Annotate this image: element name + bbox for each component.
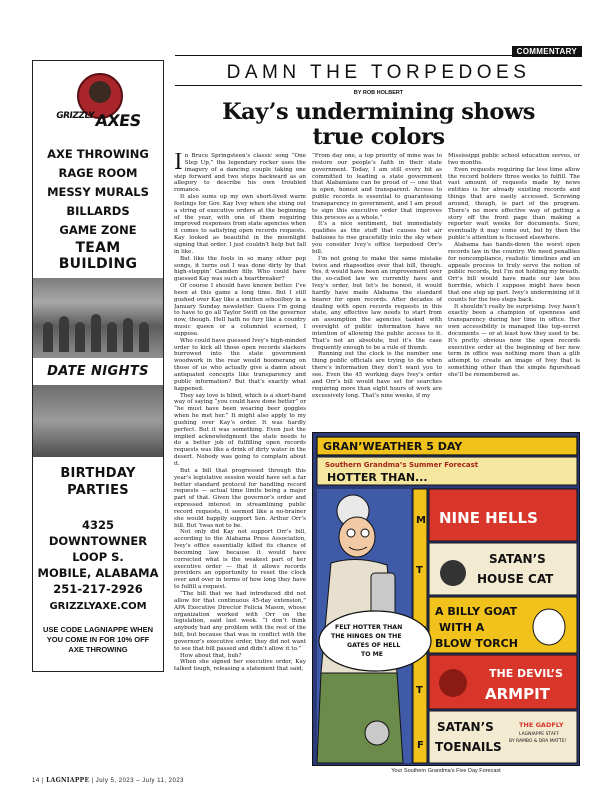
header-rule — [175, 55, 582, 56]
article-paragraph: “The bill that we had introduced did not allow for that continuous 45-day extension,” APA Executive Director Felicia Mason, whose organization worked with Orr on the legislation, said last week. “I don’t think anybody had any problem with the rest of the bill, but because that was in conflict with the governor’s executive order, they did not want to see that bill passed and didn’t allow it to.” — [174, 591, 306, 652]
ad-service: AXE THROWING — [47, 147, 149, 161]
ad-services-list — [33, 145, 163, 272]
ad-address-line3: MOBILE, ALABAMA — [37, 566, 159, 580]
article-paragraph: When she signed her executive order, Kay talked tough, releasing a statement that said, — [174, 659, 306, 673]
article-paragraph: I’m not going to make the same mistake twice and rhapsodize over that bill, though. Yes, it would have been an improvement over the so-called law we currently have and Ivey’s order, but let’s be honest, it would hardly have made Alabama the standard bearer for open records. After decades of dealing with open records requests in this state, any effective law needs to start from an assumption the agencies tasked with oversight of public information have no intention of allowing the public access to it. That’s not an absolute, but it’s the case frequently enough to be a rule of thumb. — [312, 255, 442, 351]
issue-dates: July 5, 2023 – July 11, 2023 — [95, 778, 185, 784]
page-number: 14 — [32, 778, 40, 784]
ad-promo-text: USE CODE LAGNIAPPE WHEN YOU COME IN FOR 10% OFF AXE THROWING — [42, 625, 153, 654]
ad-birthday-line2: PARTIES — [67, 483, 129, 498]
day-label: F — [417, 740, 424, 751]
devil-icon — [439, 669, 467, 697]
headline-line1: Kay’s undermining shows — [222, 99, 535, 125]
kicker-rule — [175, 85, 582, 86]
cartoon-banner-text: GRAN’WEATHER 5 DAY — [323, 440, 463, 453]
column-kicker: DAMN THE TORPEDOES — [226, 62, 531, 83]
ad-phone[interactable]: 251-217-2926 — [53, 582, 143, 596]
ad-group-photo — [33, 278, 163, 358]
forecast-nine-hells: NINE HELLS — [439, 509, 538, 527]
article-column-3 — [448, 153, 580, 425]
cartoon-signature-1: THE GADFLY — [519, 721, 564, 729]
article-paragraph: Not only did Kay not support Orr’s bill, according to the Alabama Press Association, Ivey’s office essentially killed its chance of becoming law because it would have corrected what is the weakest part of her executive order — that it allows records providers an opportunity to reset the clock over and over in terms of how long they have to fulfill a request. — [174, 529, 306, 591]
mug-icon — [365, 721, 389, 745]
grizzly-axes-logo — [33, 61, 163, 139]
ad-service: BILLARDS — [66, 204, 130, 218]
article-paragraph: “From day one, a top priority of mine was to restore our people’s faith in their state government. Today, I am still every bit as committed to leading a state government that Alabamians can be proud of — one that is open, honest and transparent. Access to public records is essential to guaranteeing transparency in government, and I am proud to sign this executive order that improves this process as a whole.” — [312, 153, 442, 221]
article-paragraph: In Bruce Springsteen’s classic song “One Step Up,” the legendary rocker uses the imagery of a dancing couple taking one step forward and two steps backward as an allegory to describe his own troubled romance. — [174, 153, 306, 194]
article-paragraph: Of course I should have known better. I’ve been at this game a long time. But I still gushed over Kay like a smitten schoolboy in a January Sunday newsletter. Guess I’m going to have to go all Taylor Swift on the governor now, though. Hell hath no fury like a country music queen or a columnist scorned, I suppose. — [174, 283, 306, 337]
ad-team-line2: BUILDING — [58, 256, 138, 272]
cartoon-signature-3: BY RAMBO & DRA MATTE! — [509, 739, 567, 744]
speech-line1: FELT HOTTER THAN — [335, 624, 403, 631]
article-paragraph: But like the fools in so many other pop songs, it turns out I was done dirty by that high-steppin’ Camden filly. Who could have guessed Kay was such a heartbreaker? — [174, 255, 306, 283]
ad-url-link[interactable]: GRIZZLYAXE.COM — [49, 601, 147, 612]
article-paragraph: How about that, huh? — [180, 652, 242, 659]
ad-address-line1: 4325 DOWNTOWNER — [48, 518, 148, 548]
advertisement-grizzly-axes[interactable] — [32, 60, 164, 672]
forecast-satans-2: SATAN’S — [437, 720, 494, 734]
forecast-billy-goat: A BILLY GOAT — [435, 605, 518, 618]
logo-wordmark: $^{GRIZZLY}$AXES — [55, 111, 142, 130]
article-column-2 — [312, 153, 442, 425]
article-paragraph: They say love is blind, which is a short-hand way of saying “you could have done better” or “he must have been wearing beer goggles when he met her.” It might also apply to my gushing over Kay’s order. It was hardly perfect. But it was something. Even just the implied acknowledgment the state needs to do a better job of fulfilling open records requests was like a drink of dirty water in the desert. Nobody was going to complain about it. — [174, 392, 306, 467]
goat-icon — [533, 609, 565, 645]
article-paragraph: It also sums up my own short-lived warm feelings for Gov. Kay Ivey when she stung out a string of executive orders at the beginning of the year, with one of them requiring improved responses from state agencies when it comes to satisfying open records requests. Kay looked as beautiful in the moonlight signing that order. I just couldn’t help but fall in like. — [174, 194, 306, 255]
article-paragraph: But a bill that progressed through this year’s legislative session would have set a far better standard protocol for handling record requests — actual time limits being a major part of that. Given the governor’s order and expressed interest in streamlining public record requests, it seemed like a no-brainer she would happily support Sen. Arthur Orr’s bill. But ’twas not to be. — [174, 467, 306, 529]
ad-service: GAME ZONE — [59, 223, 137, 237]
article-paragraph: Who could have guessed Ivey’s high-minded order to kick all those open records slackers burrowed into the state government woodwork in the rear would boomerang on those of us who actually give a damn about antiquated concepts like transparency and public information? But that’s exactly what happened. — [174, 337, 306, 392]
ad-address — [33, 517, 163, 615]
article-column-1 — [174, 153, 306, 781]
article-paragraph: It’s a nice sentiment, but immediately qualifies as the stuff that causes hot air balloons to rise gracefully into the sky when you consider Ivey’s office torpedoed Orr’s bill. — [312, 221, 442, 255]
article-paragraph: Mississippi public school education serves, or two months. — [448, 153, 580, 166]
day-label: M — [416, 515, 426, 526]
ad-birthday-line1: BIRTHDAY — [60, 466, 136, 481]
article-paragraph: Running out the clock is the number one thing public officials are trying to do when there’s information they don’t want you to see. Even the 45 working days Ivey’s order and Orr’s bill would have set for searches requiring more than eight hours of work are excessively long. That’s nine weeks, if my — [312, 351, 442, 399]
cartoon-signature-2: LAGNIAPPE STAFF — [519, 732, 560, 737]
forecast-house-cat: HOUSE CAT — [477, 572, 554, 586]
forecast-blow-torch: BLOW TORCH — [435, 637, 518, 650]
speech-line4: TO ME — [361, 651, 384, 658]
headline-line2: true colors — [312, 124, 445, 150]
forecast-the-devils: THE DEVIL’S — [489, 667, 563, 680]
forecast-with-a: WITH A — [439, 621, 485, 634]
ad-party-photo — [33, 385, 163, 457]
forecast-satans: SATAN’S — [489, 552, 546, 566]
day-label: T — [416, 565, 423, 576]
day-label: T — [416, 685, 423, 696]
page-footer: 14 | LAGNIAPPE | July 5, 2023 – July 11, 2023 — [32, 777, 185, 784]
forecast-toenails: TOENAILS — [435, 740, 502, 754]
paper-name: LAGNIAPPE — [46, 777, 90, 784]
article-paragraph: Alabama has hands-down the worst open records law in the country. We need penalties for noncompliance, realistic timelines and an appeals process to truly serve the notion of public records, but I’m not holding my breath. Orr’s bill would have made our law less horrible, which I suppose might have been that one step up part. Ivey’s undermining of it counts for the two steps back. — [448, 241, 580, 303]
ad-service: MESSY MURALS — [47, 185, 149, 199]
byline: BY ROB HOLBERT — [353, 90, 404, 96]
ad-date-nights: DATE NIGHTS — [47, 364, 149, 379]
ad-team-line1: TEAM — [75, 240, 121, 256]
editorial-cartoon — [312, 432, 580, 766]
speech-line2: THE HINGES ON THE — [331, 633, 402, 640]
cartoon-subtitle-1: Southern Grandma’s Summer Forecast — [325, 461, 479, 469]
speech-line3: GATES OF HELL — [347, 642, 401, 649]
cartoon-subtitle-2: HOTTER THAN... — [327, 471, 428, 484]
cat-icon — [440, 560, 466, 586]
bear-icon — [89, 81, 111, 103]
headline — [175, 100, 582, 150]
cartoon-caption: Your Southern Grandma’s Five Day Forecast — [391, 768, 501, 774]
ad-birthday — [33, 465, 163, 499]
speech-bubble — [319, 611, 431, 671]
section-tag: COMMENTARY — [512, 46, 582, 57]
forecast-armpit: ARMPIT — [485, 685, 550, 703]
article-paragraph: Even requests requiring far less time allow the record holders three weeks to fulfill. The vast amount of requests made by news entities is for already existing records and things that are easily accessed. Screwing around, though, is part of the program. There’s no more effective way of getting a story off the front page than making a reporter wait weeks for documents. Sure, eventually it may come out, but by then the public’s attention is focused elsewhere. — [448, 166, 580, 242]
ad-address-line2: LOOP S. — [72, 550, 124, 564]
ad-service: RAGE ROOM — [58, 166, 138, 180]
drop-cap: I — [174, 153, 183, 175]
article-paragraph: It shouldn’t really be surprising. Ivey hasn’t exactly been a champion of openness and transparency during her time in office. Her own accessibility is managed like top-secret documents — or at least how they used to be. It’s pretty obvious now the open records executive order at the beginning of her new term in office was nothing more than a glib attempt to create an image of Ivey that is something other than the simple figurehead she’ll be remembered as. — [448, 303, 580, 378]
